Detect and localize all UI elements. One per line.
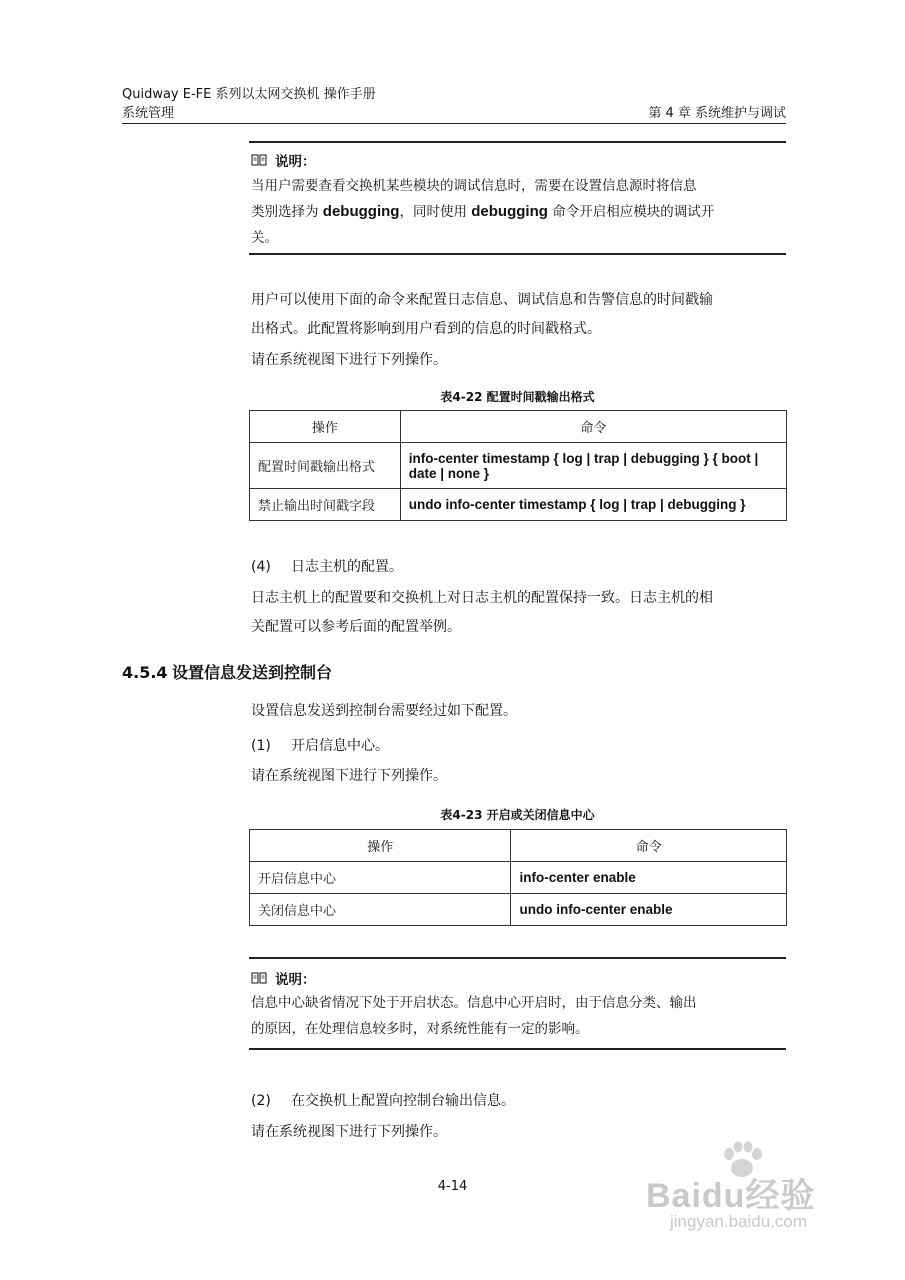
table2-row1-op: 开启信息中心 (250, 862, 511, 894)
note1-bottom-rule (249, 253, 786, 255)
note1-line3: 关。 (251, 230, 278, 246)
page-number: 4-14 (437, 1179, 468, 1194)
table2-caption: 表4-23 开启或关闭信息中心 (440, 808, 595, 822)
table1-header-op: 操作 (250, 411, 401, 443)
table1-caption: 表4-22 配置时间戳输出格式 (440, 390, 595, 404)
step-1: (1) 开启信息中心。 (251, 738, 389, 754)
table-row (250, 862, 787, 894)
note2-top-rule (249, 957, 786, 959)
table-row (250, 894, 787, 926)
table-timestamp-format (249, 410, 787, 521)
table2-row2-op: 关闭信息中心 (250, 894, 511, 926)
paragraph-system-view-2: 请在系统视图下进行下列操作。 (251, 768, 447, 784)
table2-header-cmd: 命令 (511, 830, 787, 862)
note2-title (251, 968, 316, 988)
table1-row1-cmd: info-center timestamp { log | trap | debugging } { boot | date | none } (400, 443, 786, 489)
watermark-brand: Baidu经验 (646, 1177, 816, 1215)
paragraph-log-host: 日志主机上的配置要和交换机上对日志主机的配置保持一致。日志主机的相 关配置可以参考后面的配置举例。 (251, 590, 713, 635)
watermark-url: jingyan.baidu.com (670, 1212, 808, 1231)
paragraph-timestamp-intro: 用户可以使用下面的命令来配置日志信息、调试信息和告警信息的时间戳输 出格式。此配置将影响到用户看到的信息的时间戳格式。 (251, 292, 713, 337)
note1-title (251, 150, 316, 170)
note2-bottom-rule (249, 1048, 786, 1050)
table-row (250, 443, 787, 489)
table1-row2-cmd: undo info-center timestamp { log | trap | debugging } (400, 489, 786, 521)
table2-row2-cmd: undo info-center enable (511, 894, 787, 926)
step-4: (4) 日志主机的配置。 (251, 559, 403, 575)
table-info-center (249, 829, 787, 926)
table2-header-op: 操作 (250, 830, 511, 862)
doc-chapter: 第 4 章 系统维护与调试 (648, 106, 786, 121)
section-heading: 4.5.4 设置信息发送到控制台 (122, 663, 333, 682)
paragraph-system-view-1: 请在系统视图下进行下列操作。 (251, 352, 447, 368)
step-2: (2) 在交换机上配置向控制台输出信息。 (251, 1093, 515, 1109)
doc-title: Quidway E-FE 系列以太网交换机 操作手册 (122, 87, 376, 102)
note2-body: 信息中心缺省情况下处于开启状态。信息中心开启时，由于信息分类、输出 的原因，在处理信息较多时，对系统性能有一定的影响。 (251, 995, 697, 1037)
note1-body (251, 173, 786, 251)
note2-title-text: 说明： (275, 972, 316, 988)
doc-section: 系统管理 (122, 106, 175, 121)
note1-line1: 当用户需要查看交换机某些模块的调试信息时，需要在设置信息源时将信息 (251, 178, 697, 194)
table1-row1-op: 配置时间戳输出格式 (250, 443, 401, 489)
paragraph-system-view-3: 请在系统视图下进行下列操作。 (251, 1124, 447, 1140)
book-icon (251, 972, 267, 984)
note1-top-rule (249, 141, 786, 143)
note1-title-text: 说明： (275, 154, 316, 170)
table-row (250, 489, 787, 521)
note1-line2: 类别选择为 debugging，同时使用 debugging 命令开启相应模块的调试开 (251, 203, 715, 220)
paragraph-console-intro: 设置信息发送到控制台需要经过如下配置。 (251, 703, 517, 719)
table2-row1-cmd: info-center enable (511, 862, 787, 894)
table1-header-cmd: 命令 (400, 411, 786, 443)
table1-row2-op: 禁止输出时间戳字段 (250, 489, 401, 521)
header-divider (122, 123, 786, 124)
book-icon (251, 154, 267, 166)
